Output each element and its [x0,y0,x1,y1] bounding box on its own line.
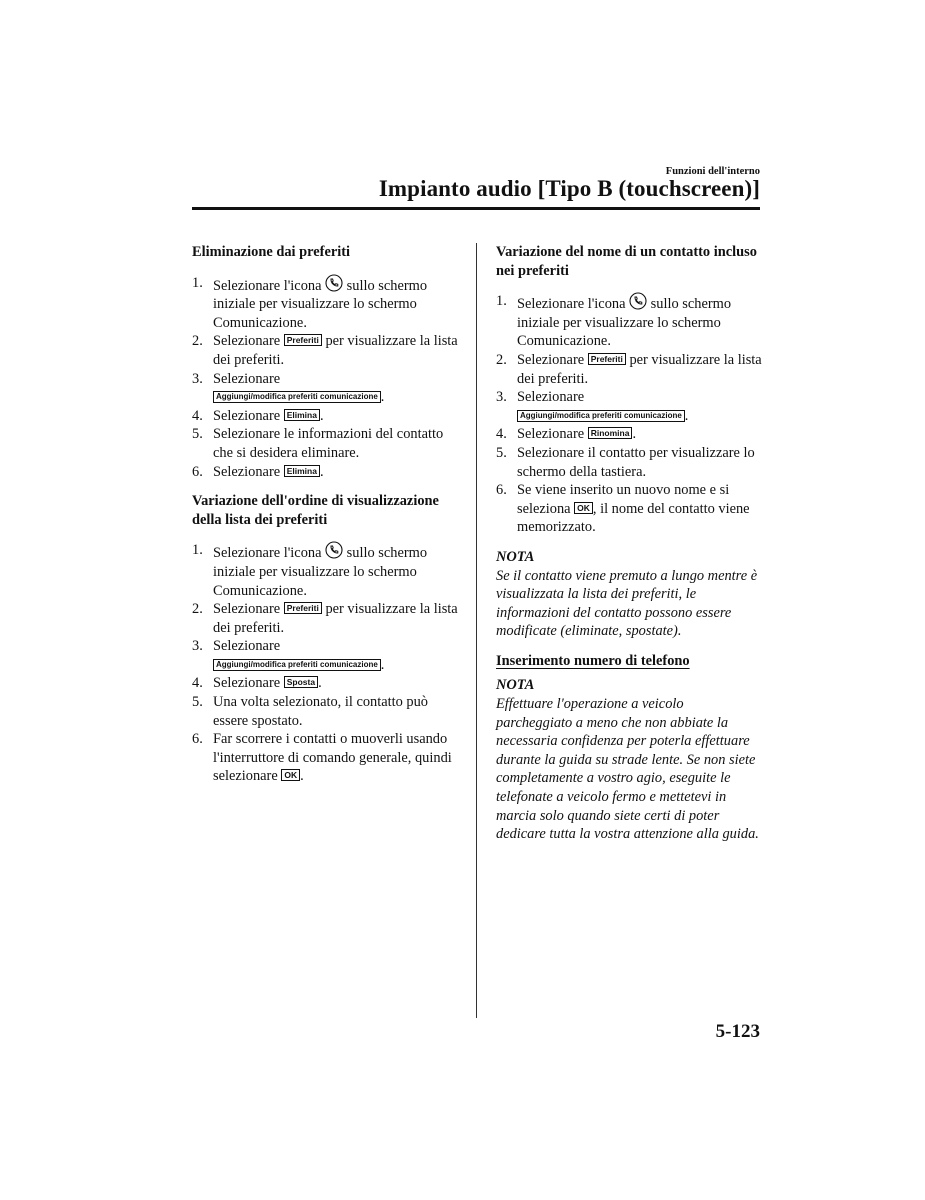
list-item [496,292,762,351]
preferiti-button[interactable]: Preferiti [284,602,322,614]
step-text: Selezionare l'icona [213,277,326,294]
aggiungi-modifica-button[interactable]: Aggiungi/modifica preferiti comunicazione [213,659,381,671]
step-number: 1. [192,542,203,559]
step-text: sullo schermo iniziale per visualizzare lo schermo Comunicazione. [517,296,732,350]
step-number: 6. [192,463,203,480]
list-item [192,274,460,333]
step-text: Selezionare [213,638,281,655]
step-text: . [380,389,385,406]
list-item [496,388,762,425]
step-text: per visualizzare la lista dei preferiti. [213,333,458,368]
ok-button[interactable]: OK [281,769,300,781]
step-number: 3. [192,370,203,387]
list-item [192,730,460,786]
step-text: Selezionare il contatto per visualizzare lo schermo della tastiera. [517,444,755,480]
step-number: 5. [192,426,203,443]
aggiungi-modifica-button[interactable]: Aggiungi/modifica preferiti comunicazione [517,410,685,422]
step-number: 6. [496,482,507,499]
phone-circle-icon [325,274,343,292]
note-text: Se il contatto viene premuto a lungo mentre è visualizzata la lista dei preferiti, le informazioni del contatto possono essere modificate (eliminate, spostate). [496,567,758,640]
preferiti-button[interactable]: Preferiti [284,334,322,346]
note-text: Effettuare l'operazione a veicolo parcheggiato a meno che non abbiate la necessaria confidenza per poterla effettuare durante la guida su strade lente. Se non siete completamente a vostro agio, eseguite le telefonate a veicolo fermo e mettetevi in marcia solo quando siete certi di poter dedicare tutta la vostra attenzione alla guida. [496,696,759,843]
step-number: 4. [192,675,203,692]
list-item [496,444,762,481]
section-heading: Variazione del nome di un contatto incluso nei preferiti [496,244,757,279]
ok-button[interactable]: OK [574,502,593,514]
step-number: 3. [192,638,203,655]
step-text: sullo schermo iniziale per visualizzare lo schermo Comunicazione. [213,545,428,599]
step-number: 4. [496,426,507,443]
list-item [496,425,762,444]
note-title: NOTA [496,548,535,565]
step-number: 6. [192,731,203,748]
step-text: Selezionare [213,370,281,387]
step-number: 1. [192,274,203,291]
phone-circle-icon [629,292,647,310]
step-text: . [300,768,304,785]
list-item [192,407,460,426]
step-text: Selezionare l'icona [517,296,630,313]
step-number: 5. [496,444,507,461]
step-text: . [632,426,637,443]
section-heading: Inserimento numero di telefono [496,652,690,669]
step-text: per visualizzare la lista dei preferiti. [213,601,458,636]
sposta-button[interactable]: Sposta [284,676,318,688]
header-rule [192,207,760,210]
steps-list [192,274,460,482]
page-title: Impianto audio [Tipo B (touchscreen)] [378,176,760,201]
step-number: 2. [496,351,507,368]
section-heading: Eliminazione dai preferiti [192,244,351,260]
preferiti-button[interactable]: Preferiti [588,353,626,365]
step-number: 2. [192,601,203,618]
list-item [192,674,460,693]
step-text: Selezionare l'icona [213,545,326,562]
list-item [192,600,460,637]
note-title: NOTA [496,677,535,694]
elimina-button[interactable]: Elimina [284,465,320,477]
section-header: Funzioni dell'interno [665,166,760,177]
list-item [192,370,460,407]
list-item [192,425,460,462]
step-text: Far scorrere i contatti o muoverli usando l'interruttore di comando generale, quindi selezionare [213,731,452,785]
step-text: . [318,675,322,692]
rinomina-button[interactable]: Rinomina [588,427,633,439]
steps-list [496,292,762,537]
step-number: 4. [192,407,203,424]
list-item [192,541,460,600]
step-text: Selezionare [213,675,284,692]
step-text: Selezionare [213,463,284,480]
step-text: . [319,463,324,480]
step-text: . [684,407,689,424]
list-item [192,463,460,482]
list-item [192,332,460,369]
step-text: Selezionare le informazioni del contatto che si desidera eliminare. [213,426,444,461]
step-number: 5. [192,694,203,711]
section-heading: Variazione dell'ordine di visualizzazione della lista dei preferiti [192,493,439,528]
right-column [496,243,762,855]
step-text: Una volta selezionato, il contatto può essere spostato. [213,694,429,729]
steps-list [192,541,460,786]
step-text: Selezionare [213,601,284,618]
step-text: Selezionare [517,426,588,443]
step-text: Selezionare [213,407,284,424]
step-text: . [319,407,324,424]
left-column [192,243,460,797]
step-number: 2. [192,333,203,350]
step-text: Selezionare [517,351,588,368]
list-item [192,693,460,730]
list-item [496,481,762,537]
step-text: . [380,656,385,673]
elimina-button[interactable]: Elimina [284,409,320,421]
list-item [496,351,762,388]
aggiungi-modifica-button[interactable]: Aggiungi/modifica preferiti comunicazione [213,391,381,403]
phone-circle-icon [325,541,343,559]
step-number: 1. [496,293,507,310]
page-number: 5-123 [715,1021,760,1042]
list-item [192,637,460,674]
step-number: 3. [496,389,507,406]
step-text: sullo schermo iniziale per visualizzare lo schermo Comunicazione. [213,277,428,331]
step-text: Selezionare [213,333,284,350]
step-text: , il nome del contatto viene memorizzato. [517,500,750,536]
step-text: Se viene inserito un nuovo nome e si seleziona [517,482,730,517]
column-divider [476,243,477,1018]
step-text: Selezionare [517,389,585,406]
step-text: per visualizzare la lista dei preferiti. [517,351,762,387]
